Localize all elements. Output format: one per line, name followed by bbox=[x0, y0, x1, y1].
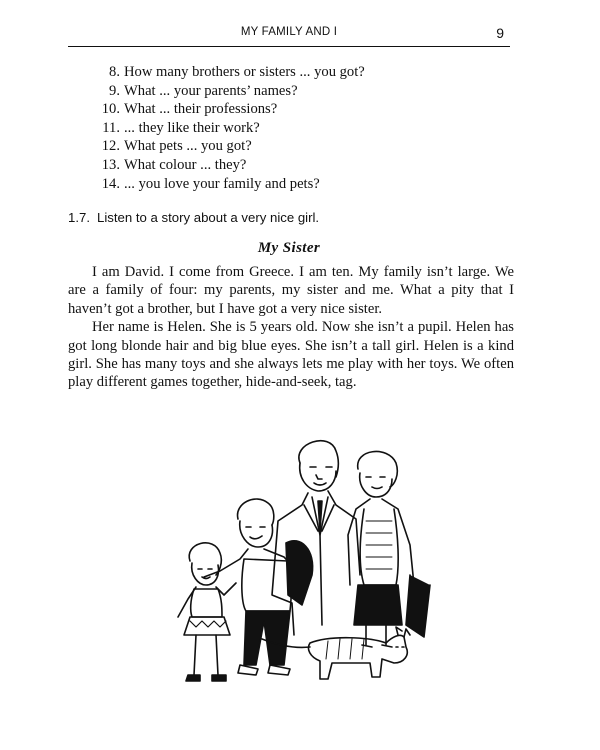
question-number: 10. bbox=[101, 101, 120, 118]
question-item bbox=[96, 82, 516, 101]
question-text: What ... your parents’ names? bbox=[124, 82, 298, 99]
story-paragraph: Her name is Helen. She is 5 years old. Now she isn’t a pupil. Helen has got long blonde hair and big blue eyes. She isn’t a tall girl. Helen is a kind girl. She has many toys and she always lets me play with her toys. We often play different games together, hide-and-seek, tag. bbox=[68, 319, 514, 391]
question-item bbox=[96, 175, 516, 194]
story-title: My Sister bbox=[257, 240, 321, 256]
exercise-instruction: Listen to a story about a very nice girl. bbox=[97, 210, 320, 225]
father-figure bbox=[272, 441, 360, 635]
question-number: 14. bbox=[101, 175, 120, 192]
family-illustration bbox=[160, 425, 450, 695]
question-text: ... they like their work? bbox=[124, 119, 260, 136]
question-item bbox=[96, 156, 516, 175]
question-number: 11. bbox=[102, 119, 120, 136]
question-text: ... you love your family and pets? bbox=[124, 175, 320, 192]
question-item bbox=[96, 137, 516, 156]
question-number: 12. bbox=[101, 138, 120, 155]
question-number: 8. bbox=[109, 64, 120, 80]
girl-figure bbox=[178, 543, 236, 681]
question-number: 13. bbox=[101, 156, 120, 173]
exercise-heading bbox=[68, 210, 518, 225]
exercise-number: 1.7. bbox=[68, 210, 90, 225]
page-number: 9 bbox=[496, 25, 504, 41]
story-paragraph: I am David. I come from Greece. I am ten. My family isn’t large. We are a family of four: my parents, my sister and me. What a pity that I haven’t got a brother, but I have got a very nice sister. bbox=[68, 264, 514, 317]
question-number: 9. bbox=[109, 82, 120, 99]
question-list bbox=[96, 63, 516, 193]
boy-figure bbox=[204, 499, 313, 675]
question-text: What colour ... they? bbox=[124, 156, 247, 173]
question-item bbox=[96, 100, 516, 119]
question-text: How many brothers or sisters ... you got? bbox=[124, 64, 365, 80]
question-item bbox=[96, 63, 516, 82]
mother-figure bbox=[348, 452, 430, 647]
story-text bbox=[68, 263, 514, 392]
chapter-title: MY FAMILY AND I bbox=[240, 26, 338, 38]
running-head bbox=[68, 26, 510, 47]
question-text: What pets ... you got? bbox=[124, 138, 252, 155]
question-text: What ... their professions? bbox=[124, 101, 278, 118]
question-item bbox=[96, 119, 516, 138]
